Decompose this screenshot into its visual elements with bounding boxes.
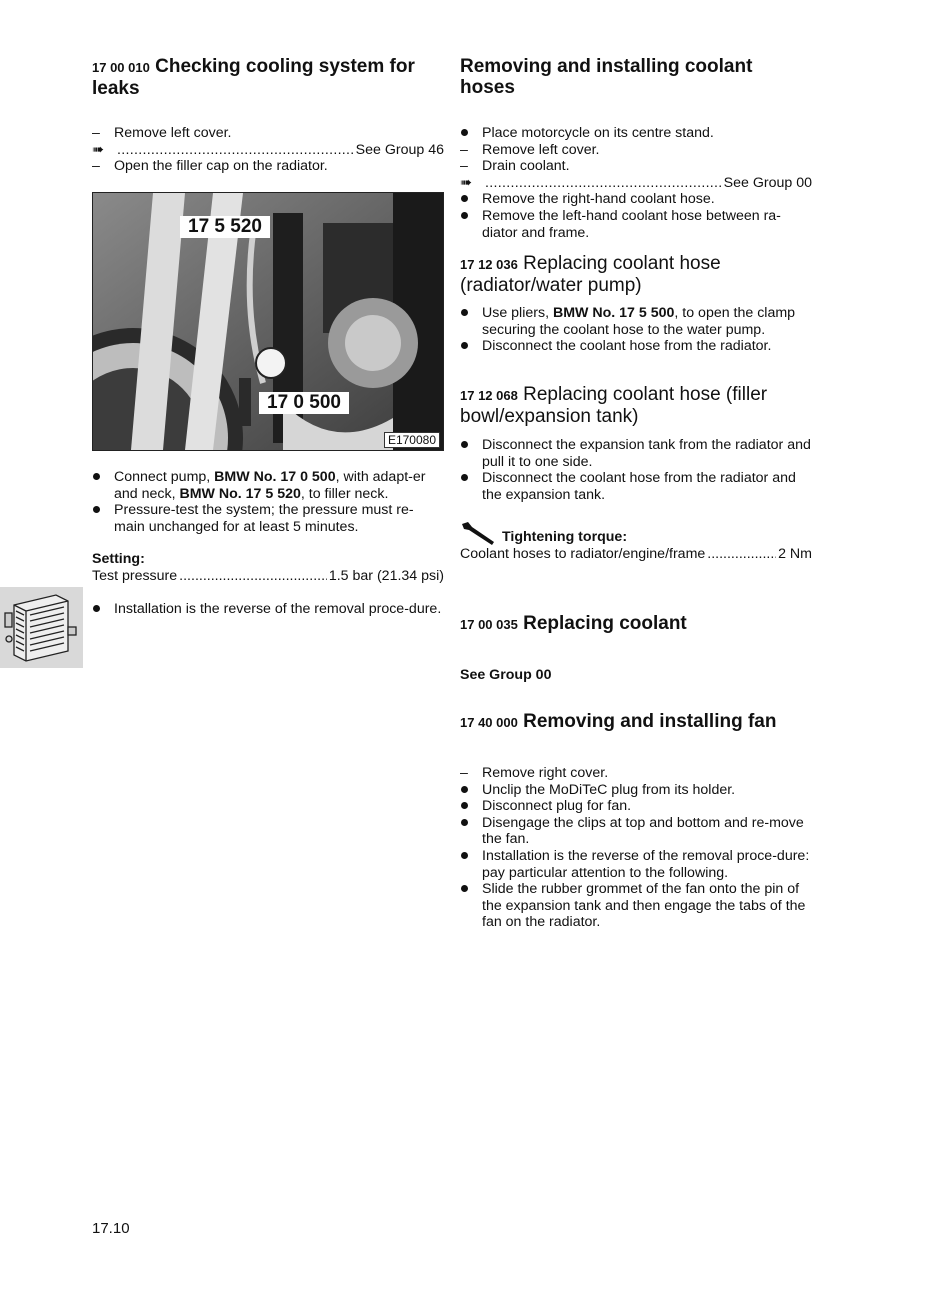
bullet-icon: [461, 819, 468, 826]
list-item: – Remove right cover.: [460, 765, 609, 781]
bullet-icon: [461, 885, 468, 892]
bullet-icon: [461, 129, 468, 136]
section-heading-hoses: Removing and installing coolant hoses: [460, 56, 753, 98]
bullet-icon: [461, 342, 468, 349]
section-heading-checking: [92, 56, 444, 99]
callout-pump-number: 17 0 500: [259, 392, 349, 414]
list-item: Remove the left-hand coolant hose between ra-diator and frame.: [460, 208, 812, 241]
callout-tool-number: 17 5 520: [180, 216, 270, 238]
list-item: Disconnect the expansion tank from the radiator and pull it to one side.: [460, 437, 812, 470]
reference-arrow-icon: ➠: [92, 141, 104, 158]
torque-value: 2 Nm: [778, 546, 812, 562]
list-item: Use pliers, BMW No. 17 5 500, to open the clamp securing the coolant hose to the water pump.: [460, 305, 812, 338]
heading-text: Checking cooling system for leaks: [92, 56, 415, 99]
page-number: 17.10: [92, 1220, 130, 1237]
bullet-icon: [461, 802, 468, 809]
bullet-icon: [93, 473, 100, 480]
list-item: Disconnect the coolant hose from the radiator.: [460, 338, 812, 355]
setting-name: Test pressure: [92, 567, 178, 584]
bullet-icon: [93, 605, 100, 612]
steps-list-a: [92, 125, 444, 175]
heading-code: 17 00 010: [92, 60, 150, 75]
list-item: Unclip the MoDiTeC plug from its holder.: [460, 782, 812, 799]
bullet-icon: [461, 852, 468, 859]
bullet-icon: [461, 474, 468, 481]
see-group-reference[interactable]: See Group 00: [460, 667, 552, 683]
list-item: Slide the rubber grommet of the fan onto the pin of the expansion tank and then engage the tabs of the fan on the radiator.: [460, 881, 812, 931]
list-item: Pressure-test the system; the pressure must re-main unchanged for at least 5 minutes.: [92, 502, 444, 535]
filler-bowl-steps: [460, 437, 812, 503]
bullet-icon: [93, 506, 100, 513]
section-heading-radiator-pump: 17 12 036 Replacing coolant hose (radiator/water pump): [460, 253, 721, 296]
torque-label: Tightening torque:: [502, 529, 628, 546]
bullet-icon: [461, 195, 468, 202]
pressure-test-figure: [92, 192, 444, 451]
list-item: [92, 142, 444, 159]
section-heading-replacing-coolant: 17 00 035 Replacing coolant: [460, 613, 687, 634]
bullet-icon: [461, 309, 468, 316]
cross-reference-link[interactable]: See Group 00: [723, 174, 812, 191]
list-item: – Drain coolant.: [460, 158, 570, 175]
setting-label: Setting:: [92, 551, 145, 567]
steps-list-c: [92, 601, 444, 618]
list-item: – Remove left cover.: [460, 141, 600, 158]
list-item: [460, 175, 812, 192]
torque-name: Coolant hoses to radiator/engine/frame: [460, 546, 706, 562]
section-heading-filler-bowl: 17 12 068 Replacing coolant hose (filler bowl/expansion tank): [460, 384, 768, 427]
list-item: Disengage the clips at top and bottom and re-move the fan.: [460, 815, 812, 848]
section-heading-fan: 17 40 000 Removing and installing fan: [460, 711, 777, 732]
list-item: – Open the filler cap on the radiator.: [92, 158, 328, 175]
bullet-icon: [461, 212, 468, 219]
figure-id: E170080: [384, 432, 440, 448]
list-item: Remove the right-hand coolant hose.: [460, 191, 812, 208]
torque-wrench-icon: [460, 520, 500, 546]
section-tab: [0, 587, 83, 668]
list-item: Disconnect the coolant hose from the radiator and the expansion tank.: [460, 470, 812, 503]
fan-steps: [460, 765, 812, 931]
radiator-pump-steps: [460, 305, 812, 355]
torque-block: [460, 520, 812, 563]
list-item: Installation is the reverse of the removal proce-dure: pay particular attention to the following.: [460, 848, 812, 881]
setting-block: [92, 551, 444, 584]
radiator-icon: [0, 587, 83, 668]
bullet-icon: [461, 786, 468, 793]
cross-reference-link[interactable]: See Group 46: [355, 141, 444, 158]
list-item: Installation is the reverse of the removal proce-dure.: [92, 601, 444, 618]
hoses-steps: [460, 125, 812, 241]
list-item: Place motorcycle on its centre stand.: [460, 125, 812, 142]
list-item: Disconnect plug for fan.: [460, 798, 812, 815]
setting-value: 1.5 bar (21.34 psi): [328, 567, 444, 584]
list-item: – Remove left cover.: [92, 125, 232, 141]
steps-list-b: [92, 469, 444, 535]
list-item: Connect pump, BMW No. 17 0 500, with adapt-er and neck, BMW No. 17 5 520, to filler neck.: [92, 469, 444, 502]
reference-arrow-icon: ➠: [460, 174, 472, 191]
bullet-icon: [461, 441, 468, 448]
